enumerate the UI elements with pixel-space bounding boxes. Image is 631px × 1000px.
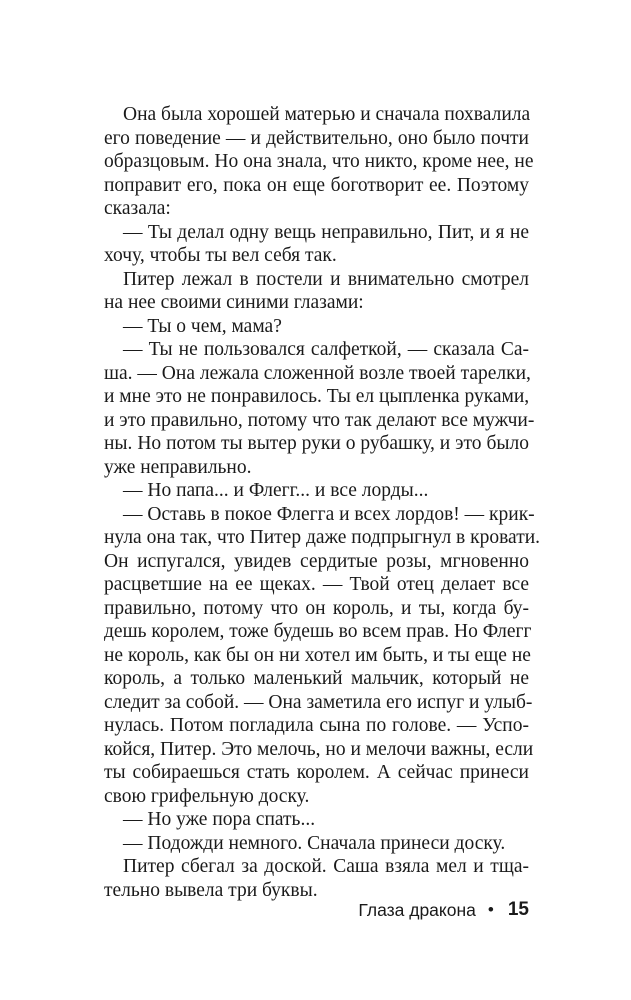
text-line: ты собираешься стать королем. А сейчас принеси: [104, 762, 529, 783]
text-line: и это правильно, потому что так делают все мужчи-: [104, 409, 535, 431]
text-line: нула она так, что Питер даже подпрыгнул в кровати.: [104, 527, 541, 548]
text-line: не король, как бы он ни хотел им быть, и ты еще не: [104, 644, 531, 666]
text-line: и мне это не понравилось. Ты ел цыпленка руками,: [104, 386, 530, 407]
text-line: дешь королем, тоже будешь во всем прав. Но Флегг: [104, 621, 532, 642]
text-line: его поведение — и действительно, оно было почти: [104, 127, 529, 149]
text-line: образцовым. Но она знала, что никто, кроме нее, не: [104, 151, 534, 172]
text-line: Питер сбегал за доской. Саша взяла мел и тща-: [123, 856, 529, 877]
text-line: король, а только маленький мальчик, который не: [104, 668, 529, 689]
text-line: ны. Но потом ты вытер руки о рубашку, и это было: [104, 433, 529, 454]
text-line: нулась. Потом погладила сына по голове. — Успо-: [104, 715, 529, 736]
text-line: на нее своими синими глазами:: [104, 292, 364, 313]
text-line: хочу, чтобы ты вел себя так.: [104, 245, 337, 266]
text-line: свою грифельную доску.: [104, 785, 310, 807]
text-line: правильно, потому что он король, и ты, когда бу-: [104, 597, 529, 619]
page-body-text: [104, 103, 541, 902]
text-line: следит за собой. — Она заметила его испуг и улыб-: [104, 691, 533, 713]
footer-separator-bullet: •: [487, 900, 494, 919]
text-line: сказала:: [104, 198, 171, 219]
text-line: поправит его, пока он еще боготворит ее. Поэтому: [104, 174, 529, 196]
footer-page-number: 15: [507, 899, 529, 920]
text-line: — Оставь в покое Флегга и всех лордов! — крик-: [123, 503, 535, 525]
text-line: ша. — Она лежала сложенной возле твоей тарелки,: [104, 362, 531, 384]
text-line: койся, Питер. Это мелочь, но и мелочи важны, если: [104, 738, 534, 760]
text-line: Он испугался, увидев сердитые розы, мгновенно: [104, 550, 529, 572]
text-line: тельно вывела три буквы.: [104, 879, 318, 901]
footer-book-title: Глаза дракона: [358, 899, 476, 920]
text-line: расцветшие на ее щеках. — Твой отец делает все: [104, 574, 529, 595]
text-line: Питер лежал в постели и внимательно смотрел: [123, 268, 529, 290]
text-line: — Подожди немного. Сначала принеси доску.: [123, 832, 506, 854]
page-footer: [104, 896, 529, 924]
text-line: — Но папа... и Флегг... и все лорды...: [123, 480, 429, 501]
text-line: уже неправильно.: [104, 456, 252, 478]
text-line: — Но уже пора спать...: [123, 809, 316, 830]
text-line: — Ты не пользовался салфеткой, — сказала Са-: [123, 339, 529, 360]
text-line: Она была хорошей матерью и сначала похвалила: [123, 104, 531, 125]
text-line: — Ты о чем, мама?: [123, 315, 282, 337]
text-line: — Ты делал одну вещь неправильно, Пит, и я не: [123, 221, 529, 243]
